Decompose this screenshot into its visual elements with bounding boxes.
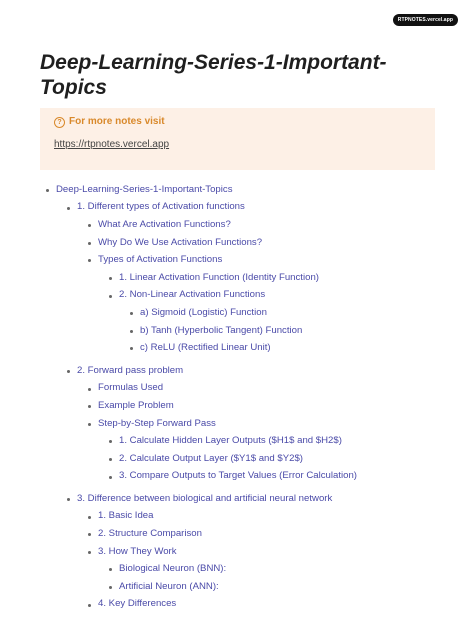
toc-link[interactable]: 2. Forward pass problem (77, 364, 184, 376)
toc-link[interactable]: 2. Structure Comparison (98, 528, 202, 540)
callout-heading-text: For more notes visit (69, 116, 165, 127)
toc-link[interactable]: 3. How They Work (98, 545, 177, 557)
toc-link[interactable]: What Are Activation Functions? (98, 218, 231, 230)
toc-link[interactable]: 1. Basic Idea (98, 510, 154, 522)
toc-item[interactable] (103, 468, 460, 486)
bullet-icon (88, 604, 91, 607)
toc-item[interactable] (103, 287, 460, 305)
toc-link[interactable]: 3. Difference between biological and artificial neural network (77, 492, 333, 504)
toc-link[interactable]: a) Sigmoid (Logistic) Function (140, 306, 267, 318)
toc-item[interactable] (82, 234, 460, 252)
toc-item[interactable] (82, 415, 460, 433)
toc-link[interactable]: Deep-Learning-Series-1-Important-Topics (56, 183, 233, 195)
toc-item[interactable] (103, 432, 460, 450)
bullet-icon (109, 440, 112, 443)
toc-item-bnn-vs-ann[interactable] (61, 490, 460, 508)
toc-item-root[interactable] (40, 181, 460, 199)
bullet-icon (88, 516, 91, 519)
callout-heading (54, 116, 421, 128)
toc-item[interactable] (103, 560, 460, 578)
bullet-icon (46, 189, 49, 192)
bullet-icon (88, 388, 91, 391)
toc-item[interactable] (103, 450, 460, 468)
toc-item[interactable] (103, 269, 460, 287)
table-of-contents (40, 181, 460, 613)
toc-item-forward-pass[interactable] (61, 362, 460, 380)
toc-item[interactable] (124, 322, 460, 340)
bullet-icon (109, 586, 112, 589)
notes-site-link[interactable]: https://rtpnotes.vercel.app (54, 139, 170, 150)
toc-link[interactable]: 1. Calculate Hidden Layer Outputs ($H1$ and $H2$) (119, 435, 342, 447)
bullet-icon (109, 277, 112, 280)
toc-link[interactable]: Why Do We Use Activation Functions? (98, 236, 263, 248)
toc-link[interactable]: Formulas Used (98, 382, 164, 394)
toc-item[interactable] (82, 380, 460, 398)
toc-link[interactable]: c) ReLU (Rectified Linear Unit) (140, 342, 271, 354)
toc-item-activation-functions[interactable] (61, 199, 460, 217)
bullet-icon (88, 224, 91, 227)
bullet-icon (109, 476, 112, 479)
bullet-icon (88, 423, 91, 426)
bullet-icon (130, 347, 133, 350)
notes-callout (40, 108, 435, 170)
toc-link[interactable]: 4. Key Differences (98, 598, 177, 610)
toc-link[interactable]: Types of Activation Functions (98, 254, 223, 266)
bullet-icon (88, 259, 91, 262)
bullet-icon (88, 405, 91, 408)
toc-item[interactable] (82, 216, 460, 234)
bullet-icon (130, 330, 133, 333)
bullet-icon (88, 533, 91, 536)
toc-link[interactable]: 3. Compare Outputs to Target Values (Error Calculation) (119, 470, 357, 482)
toc-item[interactable] (82, 397, 460, 415)
toc-link[interactable]: b) Tanh (Hyperbolic Tangent) Function (140, 324, 303, 336)
bullet-icon (88, 242, 91, 245)
toc-link[interactable]: Example Problem (98, 399, 174, 411)
bullet-icon (109, 458, 112, 461)
toc-item[interactable] (103, 578, 460, 596)
toc-item[interactable] (82, 543, 460, 561)
toc-item[interactable] (82, 508, 460, 526)
toc-item[interactable] (124, 304, 460, 322)
bullet-icon (109, 568, 112, 571)
toc-link[interactable]: Biological Neuron (BNN): (119, 563, 227, 575)
toc-link[interactable]: 1. Different types of Activation functions (77, 201, 245, 213)
toc-item[interactable] (82, 596, 460, 614)
bullet-icon (109, 295, 112, 298)
toc-link[interactable]: 2. Calculate Output Layer ($Y1$ and $Y2$) (119, 452, 303, 464)
bullet-icon (67, 498, 70, 501)
bullet-icon (67, 370, 70, 373)
toc-item[interactable] (82, 525, 460, 543)
question-circle-icon: ? (54, 117, 65, 128)
bullet-icon (67, 207, 70, 210)
bullet-icon (88, 551, 91, 554)
toc-link[interactable]: Step-by-Step Forward Pass (98, 417, 216, 429)
toc-link[interactable]: 1. Linear Activation Function (Identity Function) (119, 271, 319, 283)
toc-link[interactable]: Artificial Neuron (ANN): (119, 580, 219, 592)
toc-item[interactable] (82, 251, 460, 269)
toc-item[interactable] (124, 339, 460, 357)
toc-link[interactable]: 2. Non-Linear Activation Functions (119, 289, 266, 301)
site-badge[interactable]: RTPNOTES.vercel.app (393, 14, 458, 26)
bullet-icon (130, 312, 133, 315)
page-title: Deep-Learning-Series-1-Important-Topics (40, 51, 387, 99)
